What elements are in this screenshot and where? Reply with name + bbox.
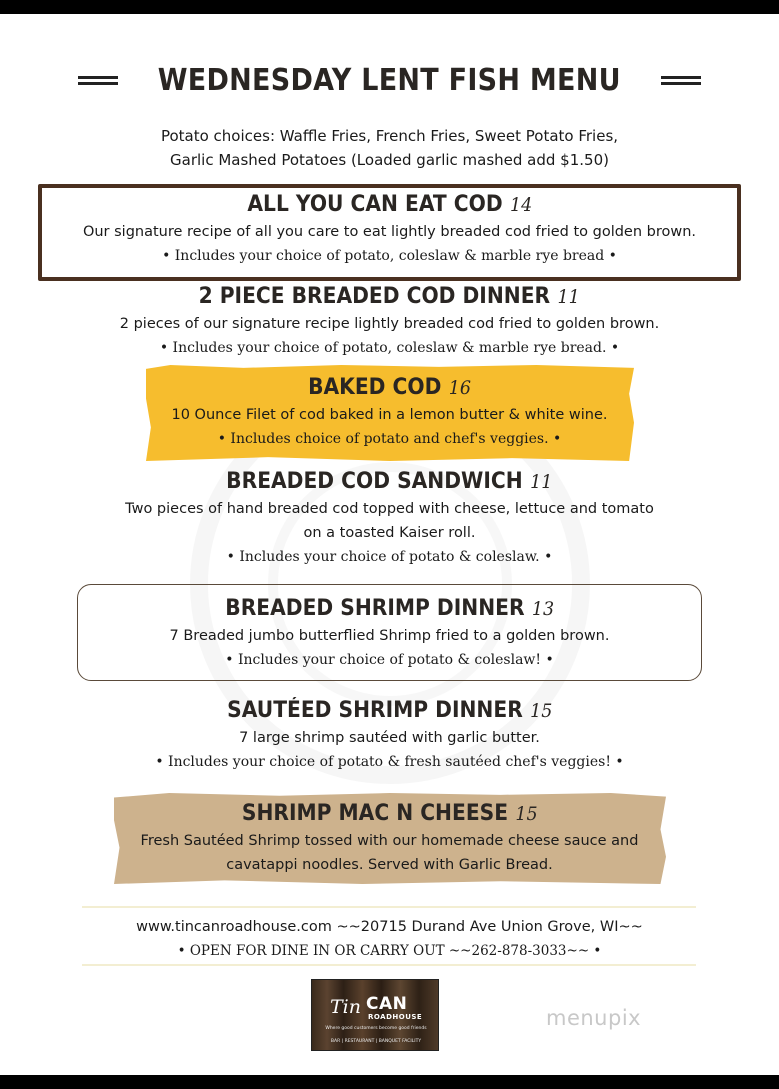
item-name: BREADED SHRIMP DINNER 13 bbox=[225, 596, 554, 621]
item-price: 15 bbox=[515, 803, 538, 825]
item-description-line1: Fresh Sautéed Shrimp tossed with our homemade cheese sauce and bbox=[140, 833, 639, 849]
potato-choices bbox=[0, 124, 779, 172]
potato-choices-line2: Garlic Mashed Potatoes (Loaded garlic mashed add $1.50) bbox=[170, 151, 609, 169]
item-note: • Includes your choice of potato & coleslaw. • bbox=[226, 549, 553, 565]
potato-choices-line1: Potato choices: Waffle Fries, French Fries, Sweet Potato Fries, bbox=[160, 127, 619, 145]
footer bbox=[0, 914, 779, 962]
footer-divider-bottom bbox=[82, 964, 696, 966]
title-row bbox=[0, 58, 779, 102]
item-name: BREADED COD SANDWICH 11 bbox=[226, 469, 553, 494]
logo-roadhouse: ROADHOUSE bbox=[368, 1013, 423, 1021]
item-note: • Includes choice of potato and chef's veggies. • bbox=[217, 431, 562, 447]
item-price: 11 bbox=[557, 286, 581, 308]
menu-item-sauteed-shrimp-dinner bbox=[0, 696, 779, 774]
item-name: SHRIMP MAC N CHEESE 15 bbox=[241, 801, 538, 826]
menu-item-2-piece-cod-dinner bbox=[0, 282, 779, 360]
item-name: BAKED COD 16 bbox=[308, 375, 471, 400]
item-note: • Includes your choice of potato, coleslaw & marble rye bread. • bbox=[159, 340, 620, 356]
item-description: Our signature recipe of all you care to eat lightly breaded cod fried to golden brown. bbox=[82, 224, 697, 240]
item-description: 10 Ounce Filet of cod baked in a lemon butter & white wine. bbox=[171, 407, 608, 423]
logo-tagline: Where good customers become good friends bbox=[325, 1026, 427, 1031]
item-description-line1: Two pieces of hand breaded cod topped with cheese, lettuce and tomato bbox=[125, 501, 654, 517]
title-rule-left bbox=[78, 76, 118, 85]
footer-divider-top bbox=[82, 906, 696, 908]
tincan-roadhouse-logo bbox=[311, 979, 439, 1051]
item-description: 2 pieces of our signature recipe lightly breaded cod fried to golden brown. bbox=[119, 316, 660, 332]
logo-bar-text: BAR | RESTAURANT | BANQUET FACILITY bbox=[330, 1039, 422, 1044]
menu-item-baked-cod bbox=[0, 373, 779, 451]
item-note: • Includes your choice of potato & fresh sautéed chef's veggies! • bbox=[155, 754, 624, 770]
item-note: • Includes your choice of potato & coleslaw! • bbox=[225, 652, 554, 668]
logo-can: CAN bbox=[366, 994, 408, 1014]
item-price: 13 bbox=[531, 598, 554, 620]
item-name: 2 PIECE BREADED COD DINNER 11 bbox=[198, 284, 581, 309]
menu-item-all-you-can-eat-cod bbox=[0, 190, 779, 268]
item-description: 7 Breaded jumbo butterflied Shrimp fried to a golden brown. bbox=[169, 628, 610, 644]
logo-tin: Tin bbox=[330, 996, 361, 1018]
menu-title: WEDNESDAY LENT FISH MENU bbox=[157, 62, 622, 98]
menu-item-breaded-cod-sandwich bbox=[0, 467, 779, 569]
item-price: 14 bbox=[509, 194, 532, 216]
item-price: 16 bbox=[448, 377, 471, 399]
item-description: 7 large shrimp sautéed with garlic butter. bbox=[239, 730, 540, 746]
item-description-line2: on a toasted Kaiser roll. bbox=[303, 525, 476, 541]
menu-sheet bbox=[0, 14, 779, 1075]
item-price: 15 bbox=[529, 700, 553, 722]
item-name: ALL YOU CAN EAT COD 14 bbox=[247, 192, 532, 217]
footer-website-address[interactable]: www.tincanroadhouse.com ~~20715 Durand Ave Union Grove, WI~~ bbox=[136, 919, 643, 935]
item-name: SAUTÉED SHRIMP DINNER 15 bbox=[226, 698, 553, 723]
item-price: 11 bbox=[530, 471, 553, 493]
item-description-line2: cavatappi noodles. Served with Garlic Bread. bbox=[226, 857, 553, 873]
item-note: • Includes your choice of potato, coleslaw & marble rye bread • bbox=[162, 248, 617, 264]
menu-item-shrimp-mac-n-cheese bbox=[0, 799, 779, 877]
footer-open-phone: • OPEN FOR DINE IN OR CARRY OUT ~~262-878-3033~~ • bbox=[177, 943, 602, 959]
title-rule-right bbox=[661, 76, 701, 85]
menu-item-breaded-shrimp-dinner bbox=[0, 594, 779, 672]
menupix-watermark: menupix bbox=[546, 1006, 642, 1030]
